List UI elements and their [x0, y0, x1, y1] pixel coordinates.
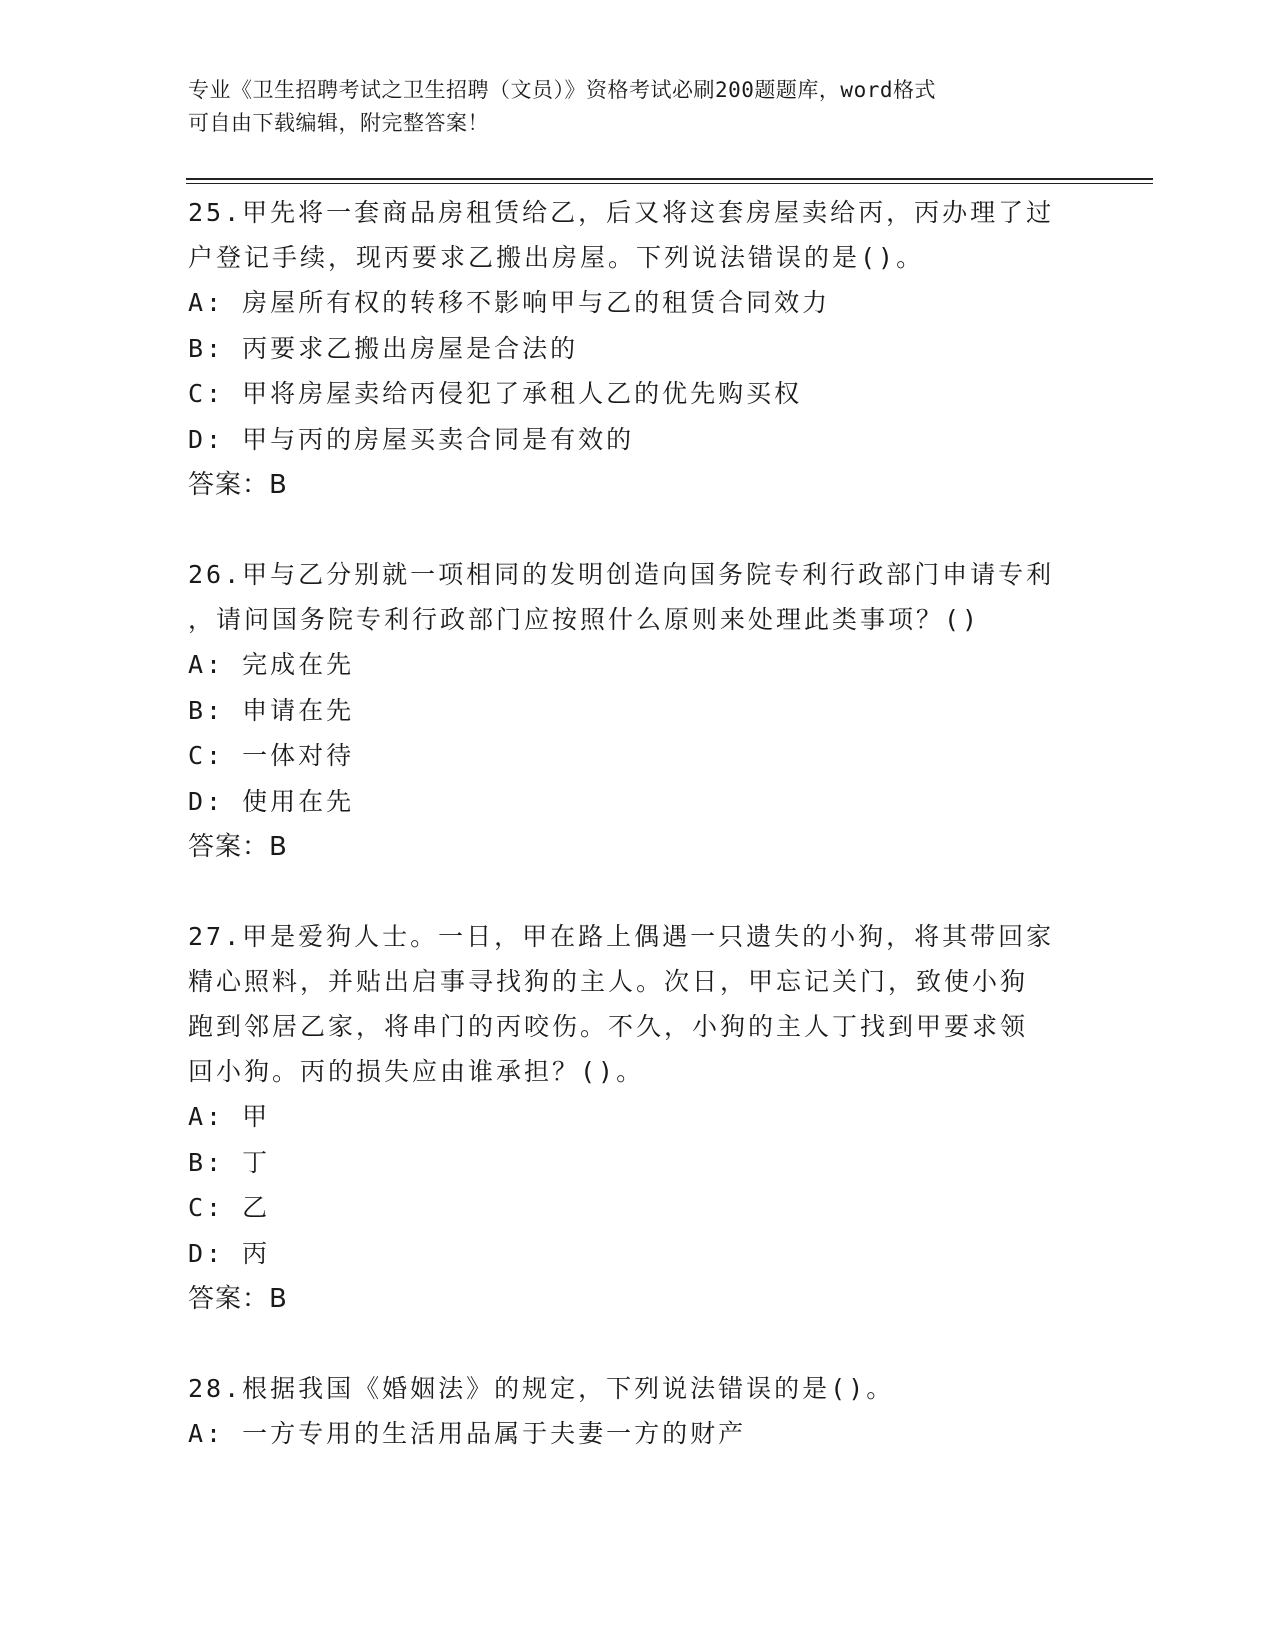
option-a: A: 一方专用的生活用品属于夫妻一方的财产 — [188, 1419, 747, 1448]
stem-line: 户登记手续，现丙要求乙搬出房屋。下列说法错误的是()。 — [188, 243, 925, 272]
option-a: A: 甲 — [188, 1102, 271, 1131]
stem-line: 精心照料，并贴出启事寻找狗的主人。次日，甲忘记关门，致使小狗 — [188, 967, 1029, 996]
answer-label: 答案：B — [188, 470, 288, 500]
stem-line: 28.根据我国《婚姻法》的规定，下列说法错误的是()。 — [188, 1374, 895, 1403]
option-a: A: 完成在先 — [188, 650, 355, 679]
header-divider-thick — [186, 178, 1153, 180]
question-28 — [188, 1366, 1088, 1457]
option-d: D: 使用在先 — [188, 786, 355, 816]
option-d: D: 丙 — [188, 1238, 271, 1268]
document-header — [188, 74, 1088, 140]
question-list — [188, 190, 1088, 1501]
header-divider-thin — [186, 183, 1153, 184]
header-line-2: 可自由下载编辑，附完整答案！ — [188, 111, 489, 135]
question-26 — [188, 552, 1088, 870]
stem-line: 25.甲先将一套商品房租赁给乙，后又将这套房屋卖给丙，丙办理了过 — [188, 198, 1055, 227]
answer-label: 答案：B — [188, 1284, 288, 1314]
option-d: D: 甲与丙的房屋买卖合同是有效的 — [188, 424, 635, 454]
option-b: B: 丙要求乙搬出房屋是合法的 — [188, 333, 579, 363]
question-stem — [188, 1366, 1088, 1411]
stem-line: 26.甲与乙分别就一项相同的发明创造向国务院专利行政部门申请专利 — [188, 560, 1055, 589]
stem-line: 27.甲是爱狗人士。一日，甲在路上偶遇一只遗失的小狗，将其带回家 — [188, 922, 1055, 951]
answer-label: 答案：B — [188, 832, 288, 862]
option-b: B: 丁 — [188, 1147, 271, 1177]
option-c: C: 一体对待 — [188, 741, 355, 770]
option-c: C: 甲将房屋卖给丙侵犯了承租人乙的优先购买权 — [188, 379, 803, 408]
question-stem — [188, 914, 1088, 1094]
header-line-1: 专业《卫生招聘考试之卫生招聘（文员）》资格考试必刷200题题库，word格式 — [188, 78, 936, 102]
question-25 — [188, 190, 1088, 508]
stem-line: ，请问国务院专利行政部门应按照什么原则来处理此类事项？() — [188, 605, 981, 634]
question-stem — [188, 190, 1088, 280]
question-27 — [188, 914, 1088, 1322]
stem-line: 回小狗。丙的损失应由谁承担？()。 — [188, 1057, 645, 1086]
question-stem — [188, 552, 1088, 642]
stem-line: 跑到邻居乙家，将串门的丙咬伤。不久，小狗的主人丁找到甲要求领 — [188, 1012, 1029, 1041]
option-a: A: 房屋所有权的转移不影响甲与乙的租赁合同效力 — [188, 288, 831, 317]
option-c: C: 乙 — [188, 1193, 271, 1222]
option-b: B: 申请在先 — [188, 695, 355, 725]
